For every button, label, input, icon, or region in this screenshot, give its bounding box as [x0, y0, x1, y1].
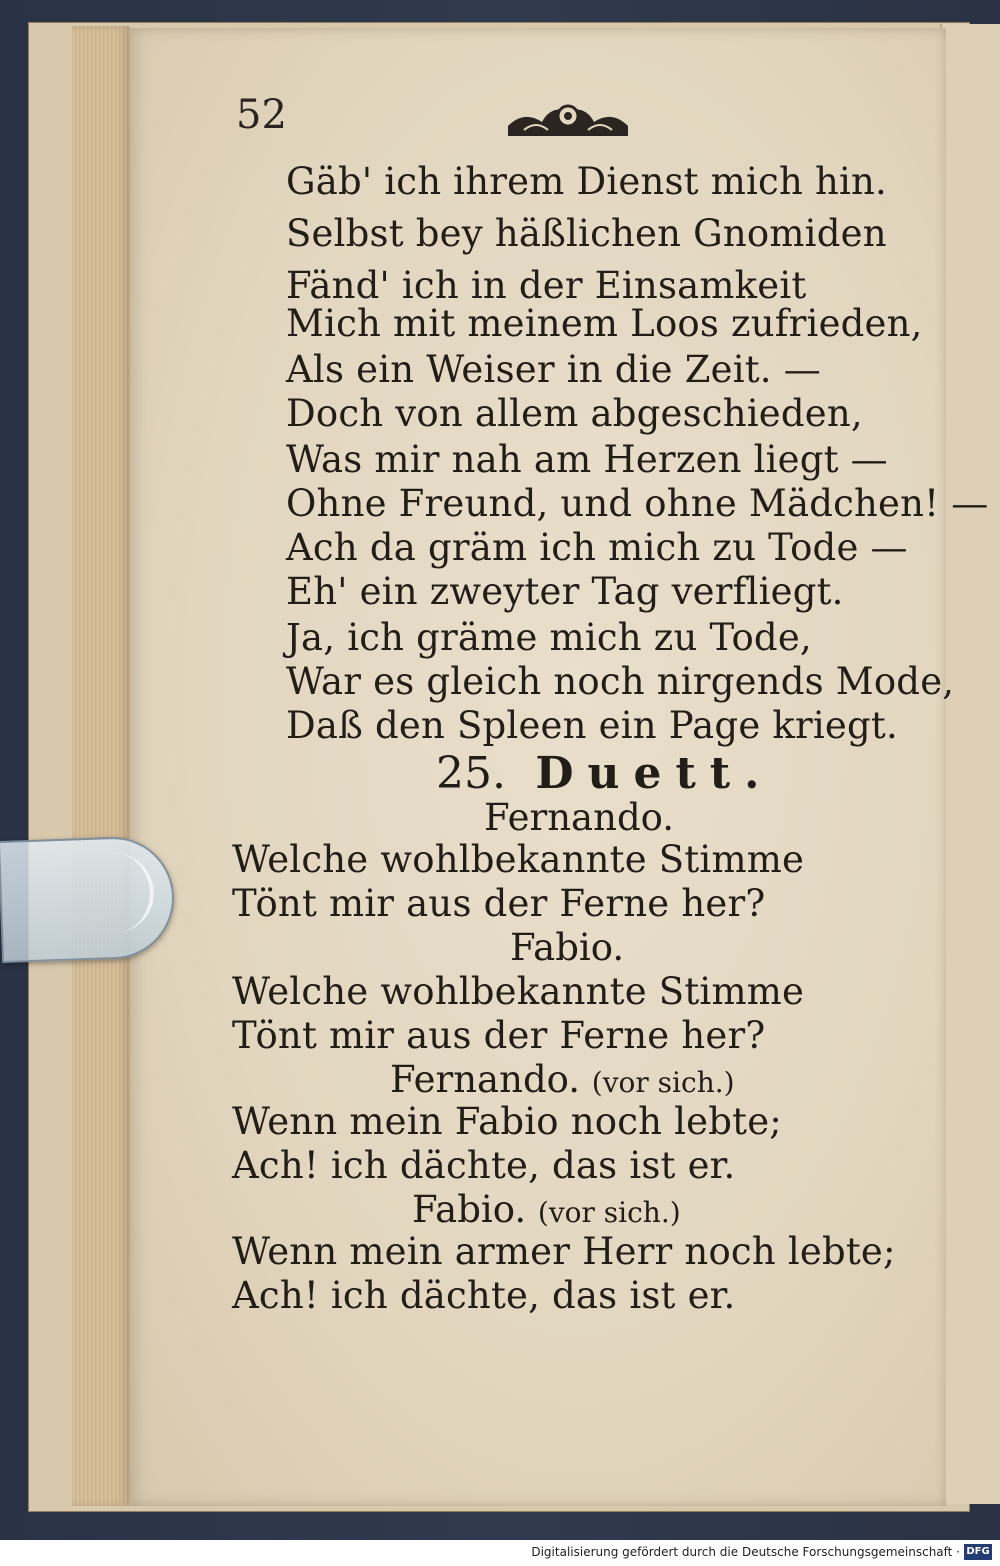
dfg-logo-icon: DFG	[964, 1544, 992, 1560]
poem-line: Gäb' ich ihrem Dienst mich hin.	[286, 160, 888, 203]
stage-direction: (vor sich.)	[591, 1066, 735, 1099]
poem-line: Als ein Weiser in die Zeit. —	[286, 348, 821, 391]
poem-line: Ohne Freund, und ohne Mädchen! —	[286, 482, 989, 525]
poem-line: Daß den Spleen ein Page kriegt.	[286, 704, 898, 747]
poem-line: Ach da gräm ich mich zu Tode —	[286, 526, 908, 569]
ornament-icon	[504, 96, 632, 140]
footer-credit: Digitalisierung gefördert durch die Deutsche Forschungsgemeinschaft ·	[531, 1545, 960, 1559]
poem-line: Doch von allem abgeschieden,	[286, 392, 863, 435]
speaker-name: Fernando.	[484, 796, 675, 839]
page-edges	[72, 26, 130, 1506]
poem-line: Fänd' ich in der Einsamkeit	[286, 264, 807, 307]
section-number: 25.	[436, 748, 506, 799]
speaker-name: Fabio.	[412, 1188, 527, 1231]
dialogue-line: Welche wohlbekannte Stimme	[232, 970, 805, 1013]
speaker-name: Fernando.	[390, 1058, 581, 1101]
speaker-name: Fabio.	[510, 926, 625, 969]
speaker-heading	[412, 1188, 681, 1231]
dialogue-line: Wenn mein Fabio noch lebte;	[232, 1100, 782, 1143]
poem-line: Was mir nah am Herzen liegt —	[286, 438, 888, 481]
next-page-edge	[940, 24, 1000, 1504]
poem-line: Ja, ich gräme mich zu Tode,	[286, 616, 812, 659]
dialogue-line: Wenn mein armer Herr noch lebte;	[232, 1230, 896, 1273]
stage-direction: (vor sich.)	[537, 1196, 681, 1229]
poem-line: War es gleich noch nirgends Mode,	[286, 660, 955, 703]
section-heading	[436, 748, 773, 799]
bookmark-tab[interactable]	[0, 835, 176, 963]
dialogue-line: Ach! ich dächte, das ist er.	[232, 1274, 736, 1317]
dialogue-line: Tönt mir aus der Ferne her?	[232, 1014, 766, 1057]
dialogue-line: Tönt mir aus der Ferne her?	[232, 882, 766, 925]
section-title: Duett.	[535, 748, 774, 799]
poem-line: Mich mit meinem Loos zufrieden,	[286, 302, 923, 345]
dialogue-line: Welche wohlbekannte Stimme	[232, 838, 805, 881]
page-number: 52	[236, 92, 287, 138]
dialogue-line: Ach! ich dächte, das ist er.	[232, 1144, 736, 1187]
speaker-heading	[390, 1058, 735, 1101]
poem-line: Selbst bey häßlichen Gnomiden	[286, 212, 887, 255]
poem-line: Eh' ein zweyter Tag verfliegt.	[286, 570, 844, 613]
